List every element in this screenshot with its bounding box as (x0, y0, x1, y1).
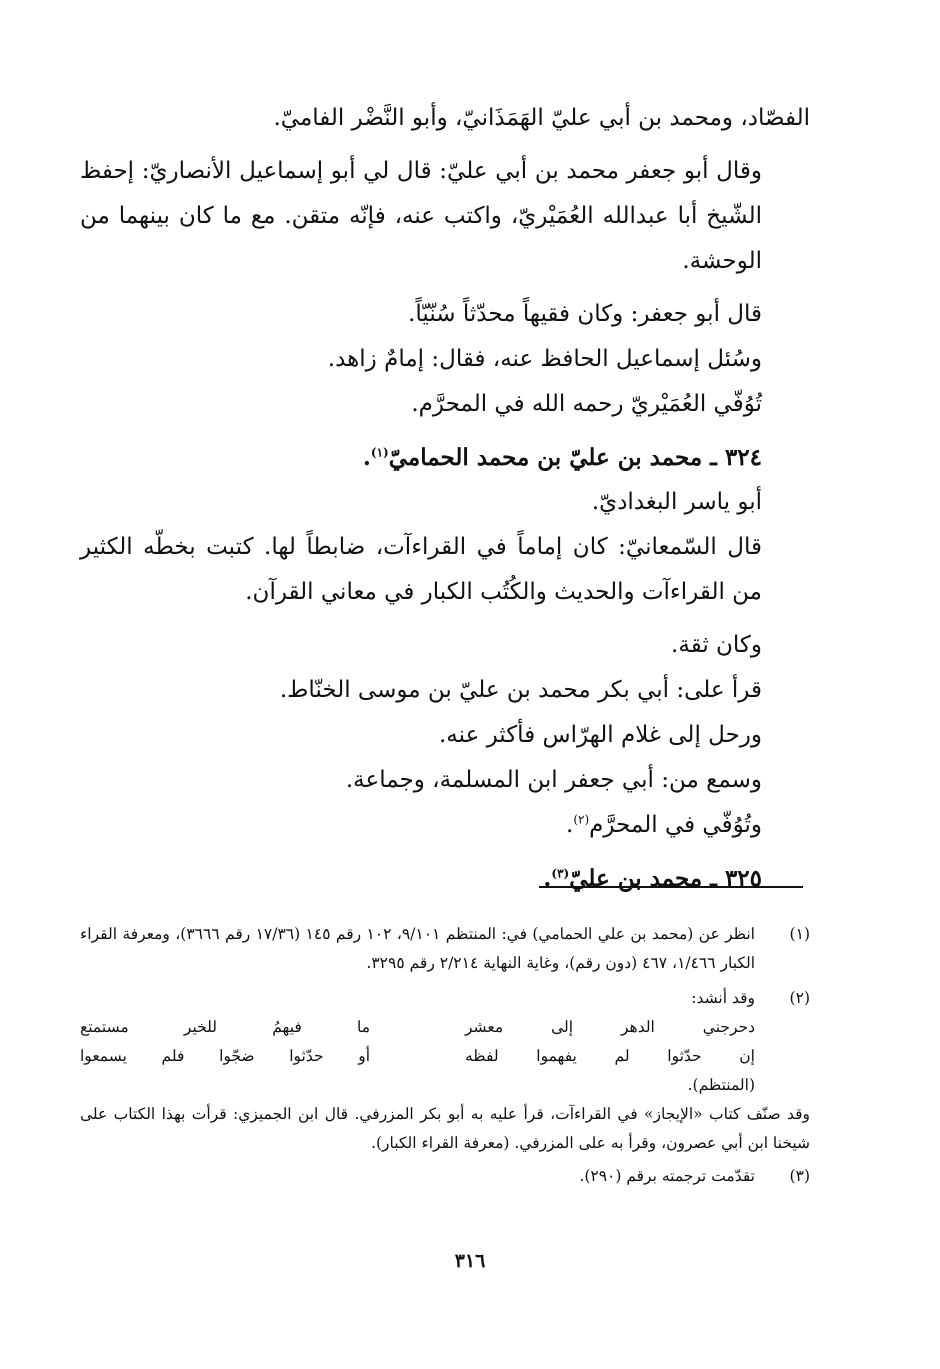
verse-hemistich: دحرجني الدهر إلى معشر (465, 1018, 755, 1036)
paragraph: قال السّمعانيّ: كان إماماً في القراءآت، ضابطاً لها. كتبت بخطّه الكثير من القراءآت والحديث والكُتُب الكبار في معاني القرآن. (80, 534, 762, 605)
footnote-3 (80, 1162, 810, 1191)
verse-hemistich: ما فيهمُ للخير مستمتع (80, 1018, 370, 1036)
footnote-text: انظر عن (محمد بن علي الحمامي) في: المنتظم ٩/١٠١، ١٠٢ رقم ١٤٥ (١٧/٣٦ رقم ٣٦٦٦)، ومعرفة القراء الكبار ١/٤٦٦، ٤٦٧ (دون رقم)، وغاية النهاية ٢/٢١٤ رقم ٣٢٩٥. (80, 925, 755, 972)
entry-heading-325 (80, 856, 810, 901)
paragraph: وقال أبو جعفر محمد بن أبي عليّ: قال لي أبو إسماعيل الأنصاريّ: إحفظ الشّيخ أبا عبدالله العُمَيْريّ، واكتب عنه، فإنّه متقن. مع ما كان بينهما من الوحشة. (80, 158, 762, 274)
entry-title: ٣٢٤ ـ محمد بن عليّ بن محمد الحماميّ (388, 444, 762, 471)
entry-heading-324 (80, 435, 810, 480)
footnote-number: (٢) (789, 989, 810, 1007)
footnote-divider (539, 886, 803, 888)
text-line: وسمع من: أبي جعفر ابن المسلمة، وجماعة. (345, 767, 762, 793)
text-line: الفصّاد، ومحمد بن أبي عليّ الهَمَذَانيّ، وأبو النَّضْر الفاميّ. (273, 105, 810, 131)
footnote-ref: (٣) (551, 866, 570, 881)
footnote-text: تقدّمت ترجمته برقم (٢٩٠). (579, 1167, 755, 1185)
entry-title: ٣٢٥ ـ محمد بن عليّ (569, 865, 762, 892)
text-line: أبو ياسر البغداديّ. (591, 489, 762, 515)
text-line: ورحل إلى غلام الهرّاس فأكثر عنه. (438, 722, 762, 748)
text-line: قرأ على: أبي بكر محمد بن عليّ بن موسى الخنّاط. (279, 677, 762, 703)
footnote-2 (80, 984, 810, 1100)
verse-line (80, 1013, 755, 1042)
footnote-continuation: وقد صنّف كتاب «الإيجاز» في القراءآت، قرأ عليه به أبو بكر المزرفي. قال ابن الجميزي: قرأت بهذا الكتاب على شيخنا ابن أبي عصرون، وقرأ به على المزرفي. (معرفة القراء الكبار). (80, 1105, 810, 1152)
text-line: وسُئل إسماعيل الحافظ عنه، فقال: إمامٌ زاهد. (327, 346, 762, 372)
footnote-intro: وقد أنشد: (691, 989, 755, 1007)
footnote-ref: (٢) (573, 812, 590, 827)
verse-hemistich: أو حدّثوا ضجّوا فلم يسمعوا (80, 1047, 370, 1065)
text-line: وكان ثقة. (671, 632, 762, 658)
page-number: ٣١٦ (454, 1250, 486, 1272)
footnote-number: (١) (789, 925, 810, 943)
footnote-ref: (١) (370, 445, 389, 460)
line-text: وتُوُفّي في المحرَّم (589, 812, 762, 838)
verse-hemistich: إن حدّثوا لم يفهموا لفظه (465, 1047, 755, 1065)
text-line (80, 803, 810, 848)
footnote-number: (٣) (789, 1167, 810, 1185)
verse-line (80, 1042, 755, 1071)
text-line: قال أبو جعفر: وكان فقيهاً محدّثاً سُنّيّاً. (408, 301, 762, 327)
line-end: . (566, 812, 574, 838)
footnote-body (80, 984, 755, 1100)
footnote-1 (80, 920, 810, 978)
footnotes (80, 920, 810, 1191)
heading-end: . (543, 865, 552, 892)
footnote-source: (المنتظم). (687, 1076, 755, 1094)
heading-end: . (362, 444, 371, 471)
text-line: تُوُفّي العُمَيْريّ رحمه الله في المحرَّم. (411, 391, 762, 417)
main-text (80, 96, 810, 901)
